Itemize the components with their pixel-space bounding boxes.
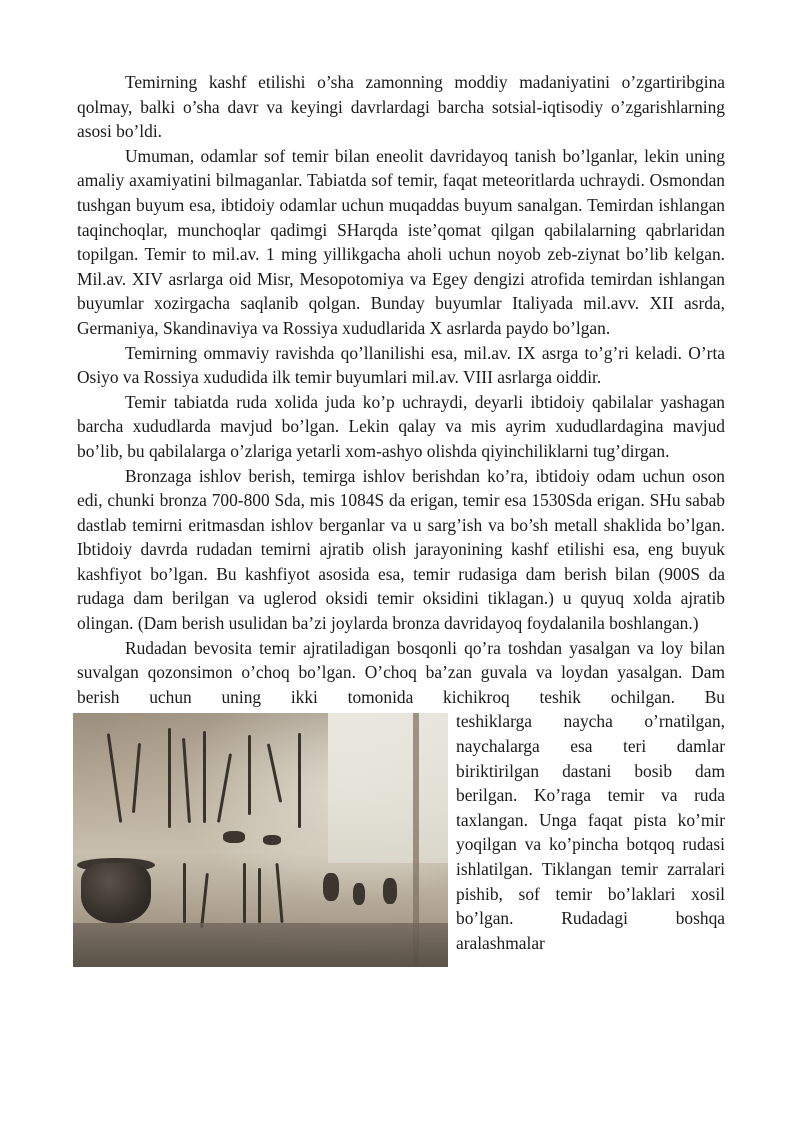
paragraph-6-intro: Rudadan bevosita temir ajratiladigan bosqonli qo’ra toshdan yasalgan va loy bilan suvalgan qozonsimon o’choq bo’lgan. O’choq ba’zan guvala va loydan yasalgan. Dam berish uchun uning ikki tomonida kichikroq teshik ochilgan. Bu <box>77 637 725 707</box>
paragraph-4: Temir tabiatda ruda xolida juda ko’p uchraydi, deyarli ibtidoiy qabilalar yashagan barcha xududlarda mavjud bo’lgan. Lekin qalay va mis ayrim xududlardagina mavjud bo’lib, bu qabilalarga o’zlariga yetarli xom-ashyo olishda qiyinchiliklarni tug’dirgan. <box>77 391 725 461</box>
museum-artifacts-photo <box>73 713 448 967</box>
paragraph-2: Umuman, odamlar sof temir bilan eneolit davridayoq tanish bo’lganlar, lekin uning amaliy axamiyatini bilmaganlar. Tabiatda sof temir, faqat meteoritlarda uchraydi. Osmondan tushgan buyum esa, ibtidoiy odamlar uchun muqaddas buyum sanalgan. Temirdan ishlangan taqinchoqlar, munchoqlar qadimgi SHarqda iste’qomat qilgan qabilalarning qabrlaridan topilgan. Temir to mil.av. 1 ming yillikgacha aholi uchun noyob zeb-ziynat bo’lib kelgan. Mil.av. XIV asrlarga oid Misr, Mesopotomiya va Egey dengizi atrofida temirdan ishlangan buyumlar xozirgacha saqlanib qolgan. Bunday buyumlar Italiyada mil.avv. XII asrda, Germaniya, Skandinaviya va Rossiya xududlarida X asrlarda paydo bo’lgan. <box>77 145 725 338</box>
paragraph-3: Temirning ommaviy ravishda qo’llanilishi esa, mil.av. IX asrga to’g’ri keladi. O’rta Osiyo va Rossiya xududida ilk temir buyumlari mil.av. VIII asrlarga oiddir. <box>77 342 725 388</box>
paragraph-5: Bronzaga ishlov berish, temirga ishlov berishdan ko’ra, ibtidoiy odam uchun oson edi, chunki bronza 700-800 Sda, mis 1084S da erigan, temir esa 1530Sda erigan. SHu sabab dastlab temirni eritmasdan ishlov berganlar va u sarg’ish va bo’sh metall shaklida bo’lgan. Ibtidoiy davrda rudadan temirni ajratib olish jarayonining kashf etilishi esa, eng buyuk kashfiyot bo’lgan. Bu kashfiyot asosida esa, temir rudasiga dam berish bilan (900S da rudaga dam berilgan va uglerod oksidi temir oksidini tiklagan.) u quyuq xolda ajratib olingan. (Dam berish usulidan ba’zi joylarda bronza davridayoq foydalanila boshlangan.) <box>77 465 725 634</box>
paragraph-1: Temirning kashf etilishi o’sha zamonning moddiy madaniyatini o’zgartiribgina qolmay, balki o’sha davr va keyingi davrlardagi barcha sotsial-iqtisodiy o’zgarishlarning asosi bo’ldi. <box>77 72 725 142</box>
figure-wrap-block <box>77 709 725 955</box>
paragraph-6-wrapped: teshiklarga naycha o’rnatilgan, naychalarga esa teri damlar biriktirilgan dastani bosib dam berilgan. Ko’raga temir va ruda taxlangan. Unga faqat pista ko’mir yoqilgan va ko’pincha botqoq rudasi ishlatilgan. Tiklangan temir zarralari pishib, sof temir bo’laklari xosil bo’lgan. Rudadagi boshqa aralashmalar <box>456 711 725 953</box>
document-page <box>77 70 725 967</box>
